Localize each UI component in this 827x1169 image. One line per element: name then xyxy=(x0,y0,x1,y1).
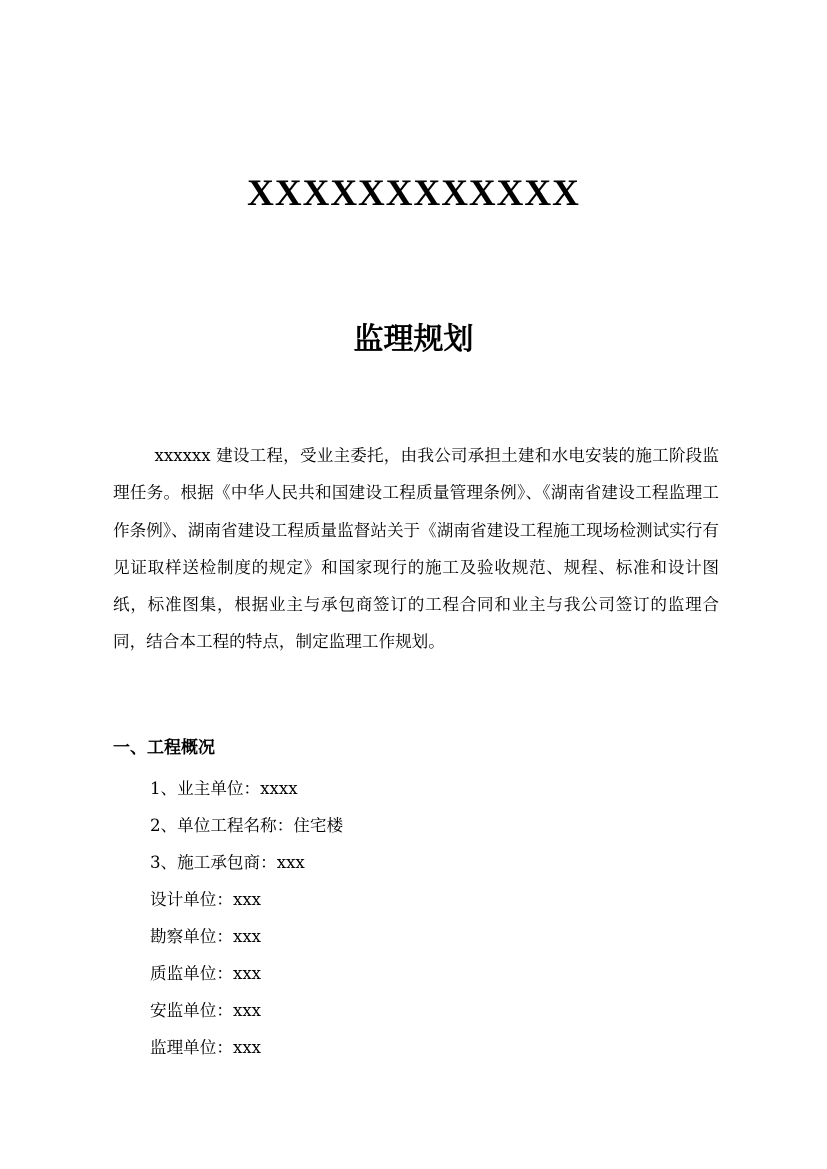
overview-item-quality-supervision: 质监单位：xxx xyxy=(150,964,262,983)
intro-paragraph: xxxxxx 建设工程，受业主委托，由我公司承担土建和水电安装的施工阶段监理任务。根据《中华人民共和国建设工程质量管理条例》、《湖南省建设工程监理工作条例》、湖南省建设工程质量监督站关于《湖南省建设工程施工现场检测试实行有见证取样送检制度的规定》和国家现行的施工及验收规范、规程、标准和设计图纸，标准图集，根据业主与承包商签订的工程合同和业主与我公司签订的监理合同，结合本工程的特点，制定监理工作规划。 xyxy=(113,446,719,652)
overview-item-project-name: 2、单位工程名称：住宅楼 xyxy=(150,816,344,835)
overview-item-owner: 1、业主单位：xxxx xyxy=(150,779,298,798)
project-name: XXXXXXXXXXXX xyxy=(247,173,580,214)
overview-item-safety-supervision: 安监单位：xxx xyxy=(150,1001,262,1020)
overview-item-supervision-unit: 监理单位：xxx xyxy=(150,1038,262,1057)
overview-item-survey-unit: 勘察单位：xxx xyxy=(150,927,262,946)
section-heading-overview: 一、工程概况 xyxy=(113,738,215,758)
overview-item-design-unit: 设计单位：xxx xyxy=(150,890,262,909)
document-title: 监理规划 xyxy=(353,322,474,357)
overview-list xyxy=(150,770,343,1066)
overview-item-contractor: 3、施工承包商：xxx xyxy=(150,853,305,872)
